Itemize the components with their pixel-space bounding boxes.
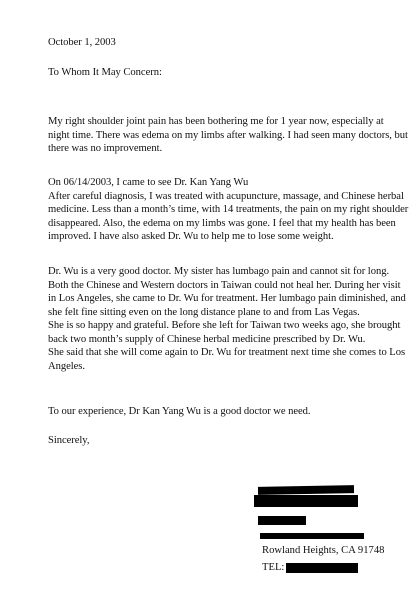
paragraph-1	[48, 115, 408, 156]
redaction-bar	[286, 563, 358, 573]
redaction-bar	[254, 495, 358, 507]
paragraph-line: Dr. Wu is a very good doctor. My sister has lumbago pain and cannot sit for long.	[48, 266, 390, 277]
letter-salutation: To Whom It May Concern:	[48, 67, 162, 78]
paragraph-line: medicine. Less than a month’s time, with 14 treatments, the pain on my right shoulder	[48, 204, 409, 215]
redaction-bar	[258, 516, 306, 525]
redaction-bar	[258, 485, 354, 495]
paragraph-line: night time. There was edema on my limbs after walking. I had seen many doctors, but	[48, 129, 408, 141]
paragraph-line: she felt fine sitting even on the long distance plane to and from Las Vegas.	[48, 306, 360, 318]
paragraph-line: After careful diagnosis, I was treated with acupuncture, massage, and Chinese herbal	[48, 190, 404, 202]
paragraph-4	[48, 405, 408, 419]
paragraph-line: Both the Chinese and Western doctors in Taiwan could not heal her. During her visit	[48, 279, 401, 291]
paragraph-line: She is so happy and grateful. Before she left for Taiwan two weeks ago, she brought	[48, 320, 401, 331]
paragraph-line: My right shoulder joint pain has been bothering me for 1 year now, especially at	[48, 116, 384, 127]
paragraph-line: disappeared. Also, the edema on my limbs was gone. I feel that my health has been	[48, 217, 396, 229]
paragraph-line: Angeles.	[48, 360, 85, 372]
paragraph-line: To our experience, Dr Kan Yang Wu is a good doctor we need.	[48, 406, 311, 417]
paragraph-line: in Los Angeles, she came to Dr. Wu for treatment. Her lumbago pain diminished, and	[48, 293, 406, 304]
redaction-bar	[260, 533, 364, 539]
letter-date: October 1, 2003	[48, 37, 116, 48]
address-city-line: Rowland Heights, CA 91748	[262, 545, 385, 556]
paragraph-3	[48, 265, 408, 373]
address-tel-label: TEL:	[262, 562, 285, 573]
paragraph-line: improved. I have also asked Dr. Wu to help me to lose some weight.	[48, 231, 334, 242]
paragraph-2	[48, 176, 408, 244]
paragraph-line: back two month’s supply of Chinese herbal medicine prescribed by Dr. Wu.	[48, 333, 366, 345]
paragraph-line: On 06/14/2003, I came to see Dr. Kan Yang Wu	[48, 177, 249, 188]
paragraph-line: She said that she will come again to Dr. Wu for treatment next time she comes to Los	[48, 347, 406, 358]
letter-closing: Sincerely,	[48, 435, 90, 446]
paragraph-line: there was no improvement.	[48, 143, 163, 154]
